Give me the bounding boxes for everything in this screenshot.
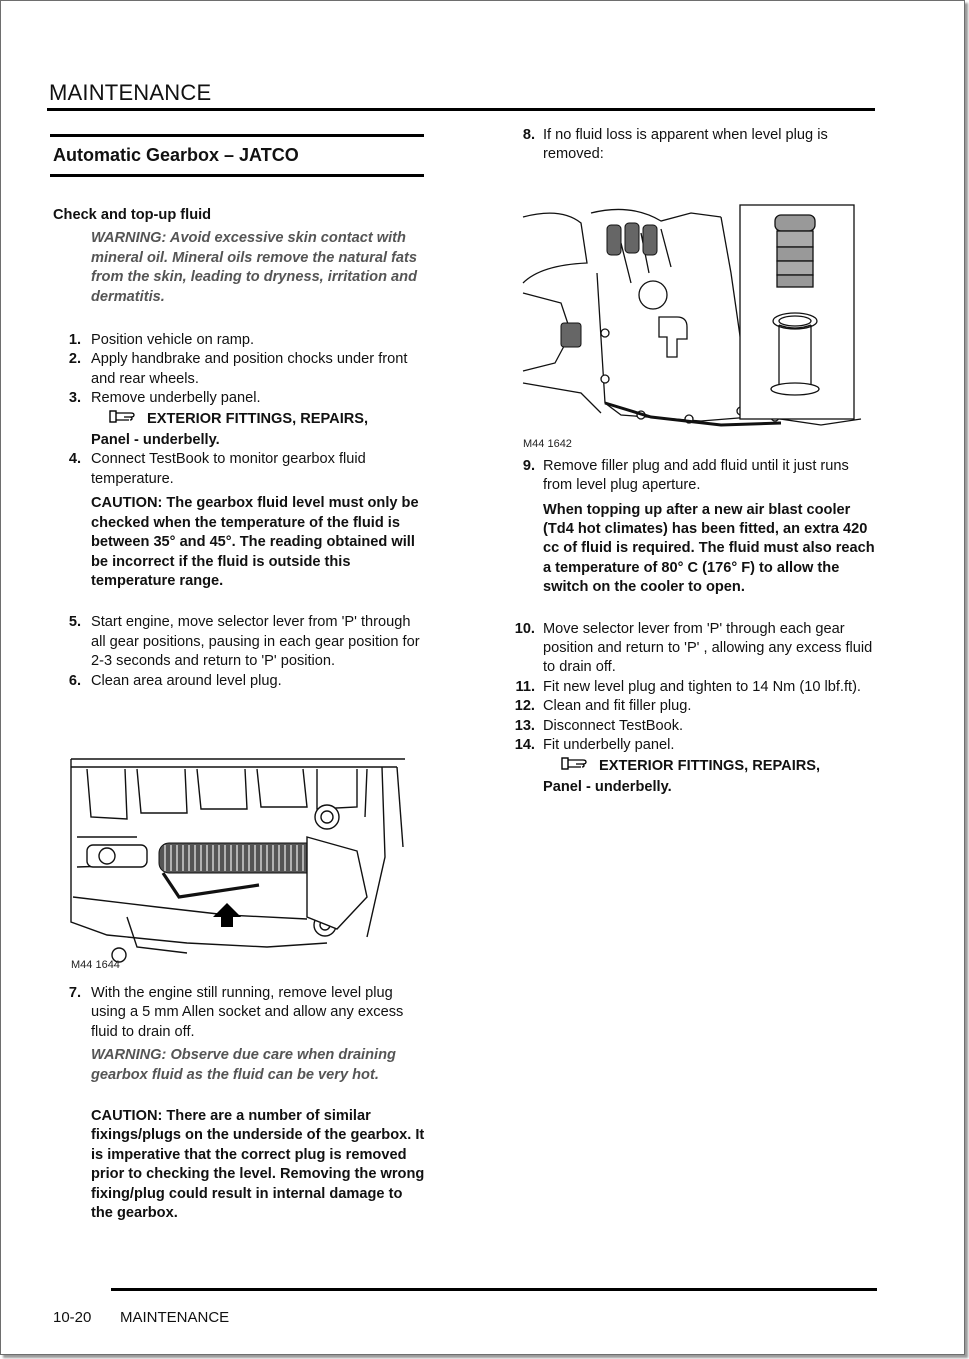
reference-link-text: Panel - underbelly. bbox=[91, 432, 220, 449]
step-text: Clean area around level plug. bbox=[91, 672, 282, 689]
figure-label: M44 1642 bbox=[523, 437, 572, 450]
cross-reference-underbelly[interactable] bbox=[543, 756, 877, 798]
step-number: 7. bbox=[68, 984, 81, 1001]
step-number: 13. bbox=[514, 717, 535, 734]
step-text: Remove underbelly panel. bbox=[91, 390, 261, 407]
step-text: Connect TestBook to monitor gearbox fluid temperature. bbox=[91, 451, 366, 487]
step-text: Fit underbelly panel. bbox=[543, 737, 675, 754]
cross-reference-underbelly[interactable] bbox=[91, 409, 425, 451]
caution-temperature: CAUTION: The gearbox fluid level must only be checked when the temperature of the fluid is between 35° and 45°. The reading obtained will be incorrect if the fluid is outside this temperature range. bbox=[91, 495, 419, 589]
step-number: 8. bbox=[522, 127, 535, 143]
step-number: 6. bbox=[68, 672, 81, 689]
step-text: Disconnect TestBook. bbox=[543, 717, 684, 734]
step-14 bbox=[505, 736, 877, 755]
step-8 bbox=[505, 126, 877, 165]
step-number: 11. bbox=[515, 678, 535, 695]
step-number: 10. bbox=[514, 620, 535, 637]
step-text: With the engine still running, remove level plug using a 5 mm Allen socket and allow any excess fluid to drain off. bbox=[91, 984, 404, 1040]
step-4 bbox=[53, 450, 425, 489]
subheading-check-topup: Check and top-up fluid bbox=[53, 207, 212, 223]
step-number: 5. bbox=[68, 614, 81, 631]
step-text: Move selector lever from 'P' through each gear position and return to 'P' , allowing any excess fluid to drain off. bbox=[543, 620, 873, 676]
footer-page-number: 10-20 bbox=[53, 1309, 92, 1326]
step-text: If no fluid loss is apparent when level plug is removed: bbox=[543, 127, 828, 163]
step-12 bbox=[505, 697, 877, 716]
step-text: Clean and fit filler plug. bbox=[543, 698, 692, 715]
step-11 bbox=[505, 678, 877, 697]
step-number: 3. bbox=[68, 390, 81, 407]
step-5 bbox=[53, 613, 425, 671]
pointing-hand-icon bbox=[109, 409, 141, 431]
right-column bbox=[505, 126, 877, 797]
figure-level-plug-removal bbox=[67, 747, 425, 971]
reference-link-text: EXTERIOR FITTINGS, REPAIRS, bbox=[599, 757, 821, 774]
step-1 bbox=[53, 331, 425, 350]
left-column bbox=[53, 206, 425, 1223]
step-number: 12. bbox=[514, 698, 535, 715]
step-text: Fit new level plug and tighten to 14 Nm (10 lbf.ft). bbox=[543, 678, 861, 695]
header-rule bbox=[47, 108, 875, 111]
step-6 bbox=[53, 672, 425, 691]
step-text: Apply handbrake and position chocks under front and rear wheels. bbox=[91, 351, 408, 387]
step-number: 1. bbox=[68, 332, 81, 349]
figure-label: M44 1644 bbox=[71, 958, 120, 971]
step-9 bbox=[505, 457, 877, 496]
step-number: 2. bbox=[68, 351, 81, 368]
step-number: 4. bbox=[68, 451, 81, 468]
footer-rule bbox=[111, 1288, 877, 1291]
step-7 bbox=[53, 984, 425, 1042]
step-text: Position vehicle on ramp. bbox=[91, 332, 255, 349]
gearbox-underside-illustration bbox=[67, 747, 407, 967]
reference-link-text: Panel - underbelly. bbox=[543, 778, 672, 795]
caution-correct-plug: CAUTION: There are a number of similar fixings/plugs on the underside of the gearbox. It is imperative that the correct plug is removed prior to checking the level. Removing the wrong fixing/plug could result in internal damage to the gearbox. bbox=[91, 1107, 425, 1221]
reference-link-text: EXTERIOR FITTINGS, REPAIRS, bbox=[147, 410, 369, 427]
page-header-title: MAINTENANCE bbox=[49, 80, 212, 105]
gearbox-sump-illustration bbox=[521, 203, 865, 443]
step-text: Remove filler plug and add fluid until it just runs from level plug aperture. bbox=[543, 457, 849, 494]
section-bottom-rule bbox=[50, 174, 424, 177]
step-2 bbox=[53, 350, 425, 389]
warning-hot-fluid: WARNING: Observe due care when draining gearbox fluid as the fluid can be very hot. bbox=[91, 1047, 396, 1083]
step-number: 14. bbox=[514, 737, 535, 754]
step-text: Start engine, move selector lever from 'P' through all gear positions, pausing in each gear position for 2-3 seconds and return to 'P' position. bbox=[91, 614, 420, 670]
footer-title: MAINTENANCE bbox=[120, 1309, 230, 1326]
step-3 bbox=[53, 389, 425, 408]
figure-level-plug-location bbox=[521, 203, 877, 450]
note-air-blast-cooler: When topping up after a new air blast cooler (Td4 hot climates) has been fitted, an extra 420 cc of fluid is required. The fluid must also reach a temperature of 80° C (176° F) to allow the switch on the cooler to open. bbox=[543, 501, 875, 596]
pointing-hand-icon bbox=[561, 756, 593, 778]
step-13 bbox=[505, 717, 877, 736]
step-10 bbox=[505, 620, 877, 678]
warning-skin-contact: WARNING: Avoid excessive skin contact with mineral oil. Mineral oils remove the natural fats from the skin, leading to dryness, irritation and dermatitis. bbox=[91, 230, 418, 305]
section-top-rule bbox=[50, 134, 424, 137]
step-number: 9. bbox=[522, 457, 535, 474]
section-title: Automatic Gearbox – JATCO bbox=[53, 145, 299, 165]
